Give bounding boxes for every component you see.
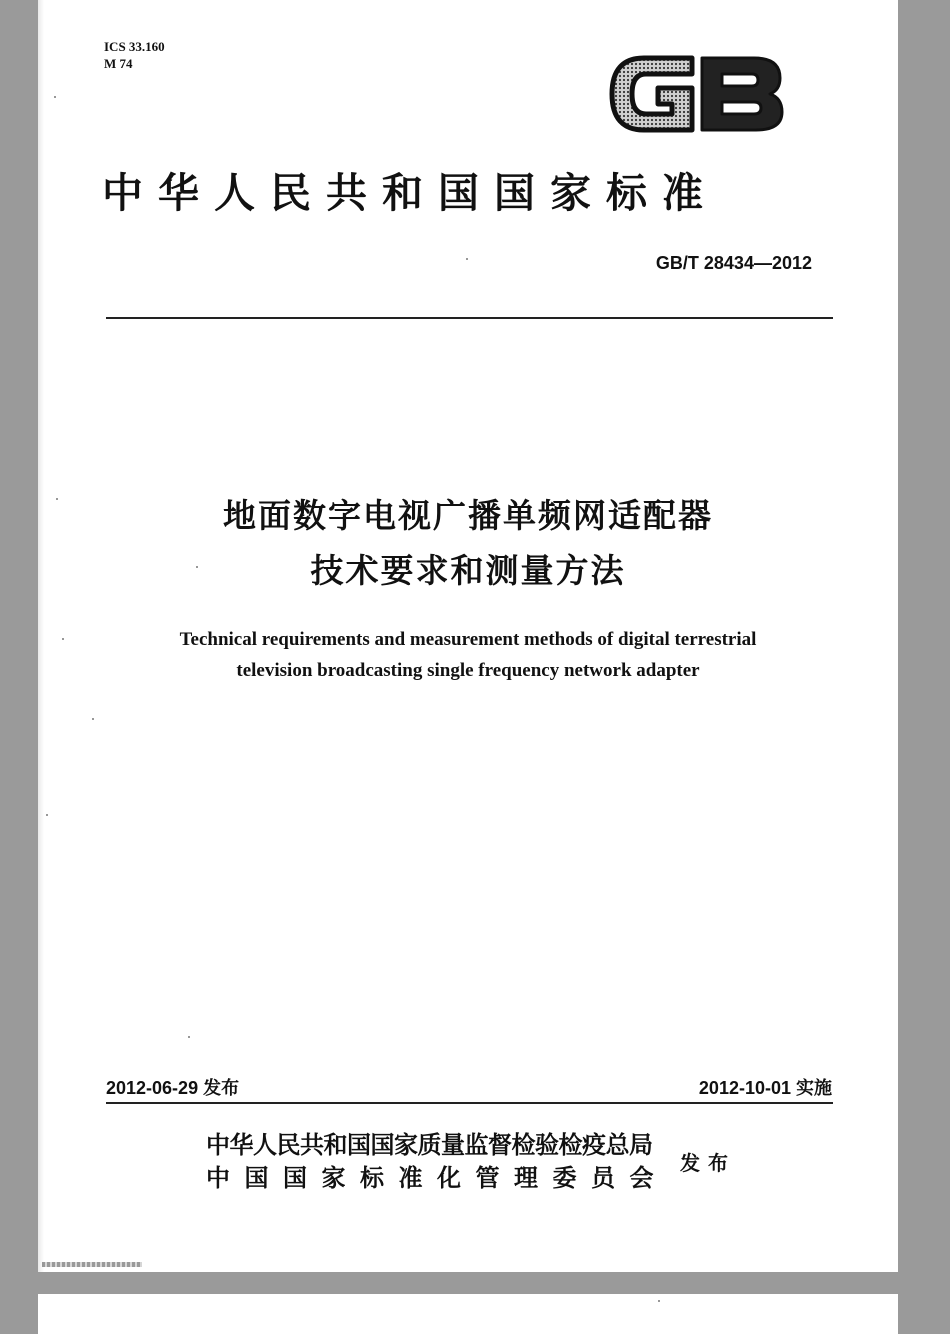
english-title-line1: Technical requirements and measurement methods of digital terrestrial — [179, 629, 757, 650]
issuer-sac: 中国国家标准化管理委员会 — [206, 1163, 668, 1192]
standard-number: GB/T 28434—2012 — [655, 253, 812, 273]
standard-heading: 中华人民共和国国家标准 — [102, 169, 718, 217]
implementation-date: 2012-10-01 实施 — [698, 1078, 832, 1098]
scan-speck — [658, 1300, 660, 1302]
scan-speck — [56, 498, 58, 500]
ics-code: ICS 33.160 — [104, 39, 165, 54]
chinese-title — [38, 488, 898, 598]
issuing-authorities — [206, 1128, 668, 1194]
footer-divider — [106, 1102, 833, 1104]
english-title — [38, 624, 898, 686]
classification-codes — [104, 38, 165, 72]
header-divider — [106, 317, 833, 319]
scan-speck — [466, 258, 468, 260]
scan-speck — [54, 96, 56, 98]
next-page-edge — [38, 1294, 898, 1334]
scan-speck — [196, 566, 198, 568]
scan-speck — [92, 718, 94, 720]
issue-action: 发布 — [680, 1151, 736, 1175]
gb-logo-text: GB — [606, 46, 608, 47]
issuer-aqsiq: 中华人民共和国国家质量监督检验检疫总局 — [206, 1130, 653, 1159]
scan-speck — [188, 1036, 190, 1038]
issue-date: 2012-06-29 发布 — [106, 1078, 240, 1098]
document-page — [38, 0, 898, 1272]
scan-smudge — [42, 1262, 142, 1267]
scan-speck — [62, 638, 64, 640]
gb-logo — [606, 46, 788, 142]
chinese-title-line2: 技术要求和测量方法 — [310, 551, 626, 590]
english-title-line2: television broadcasting single frequency network adapter — [236, 660, 700, 681]
ccs-code: M 74 — [104, 56, 133, 71]
scan-speck — [46, 814, 48, 816]
chinese-title-line1: 地面数字电视广播单频网适配器 — [223, 496, 713, 535]
